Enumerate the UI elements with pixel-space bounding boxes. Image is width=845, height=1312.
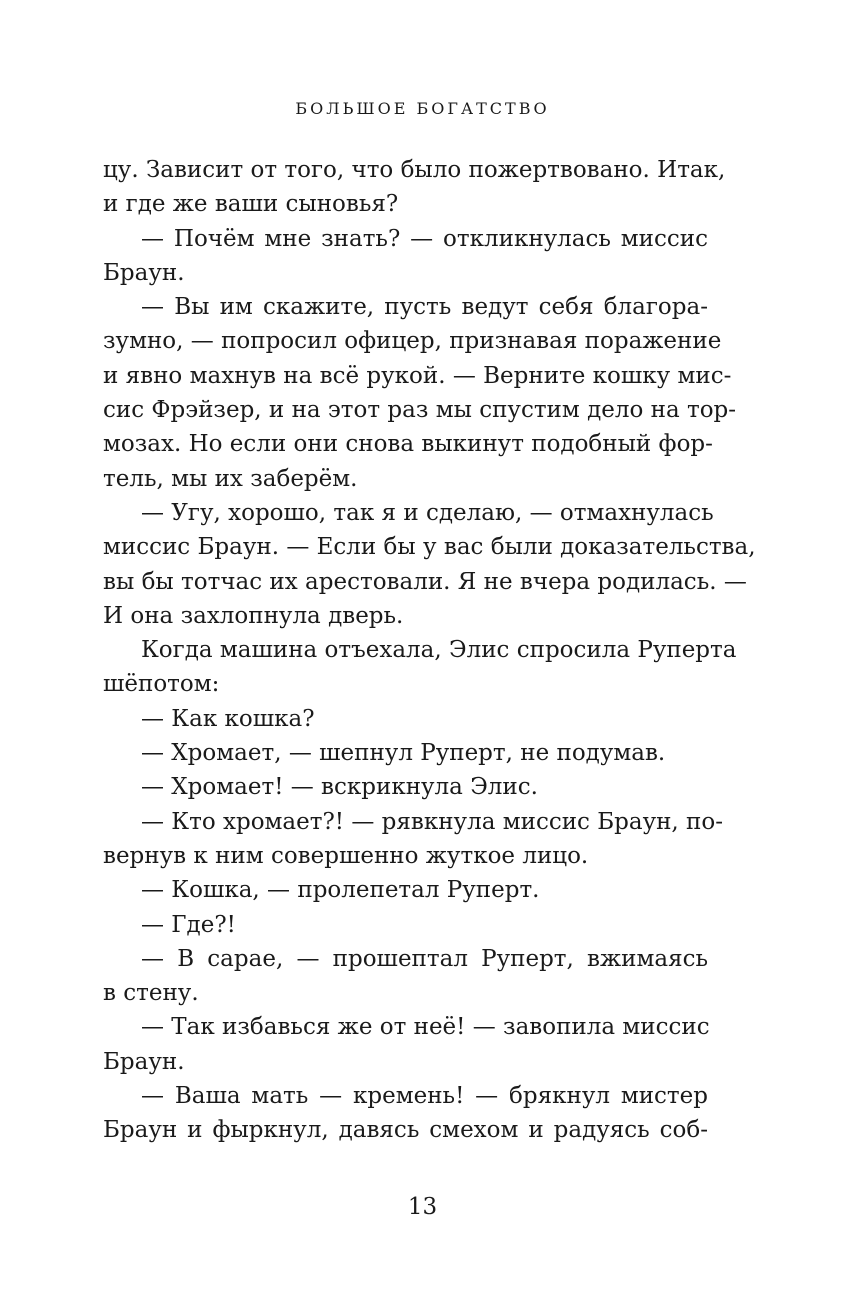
text-line: в стену. — [103, 980, 199, 1007]
text-line: — Хромает! — вскрикнула Элис. — [141, 774, 538, 801]
text-line: — Угу, хорошо, так я и сделаю, — отмахнулась — [141, 499, 714, 526]
text-line: — Так избавься же от неё! — завопила миссис — [141, 1014, 710, 1041]
text-line: тель, мы их заберём. — [103, 465, 358, 492]
text-line: вернув к ним совершенно жуткое лицо. — [103, 842, 589, 869]
text-line: — Ваша мать — кремень! — брякнул мистер — [141, 1083, 708, 1110]
text-line: Браун. — [103, 1048, 185, 1075]
text-line: миссис Браун. — Если бы у вас были доказательства, — [103, 534, 756, 561]
text-line: вы бы тотчас их арестовали. Я не вчера родилась. — — [103, 568, 747, 595]
running-header: БОЛЬШОЕ БОГАТСТВО — [295, 99, 550, 118]
text-line: — В сарае, — прошептал Руперт, вжимаясь — [141, 945, 708, 972]
text-line: — Кто хромает?! — рявкнула миссис Браун, по- — [141, 808, 723, 835]
text-line: и явно махнув на всё рукой. — Верните кошку мис- — [103, 362, 732, 389]
text-line: мозах. Но если они снова выкинут подобный фор- — [103, 431, 713, 458]
text-line: Когда машина отъехала, Элис спросила Руперта — [141, 637, 737, 664]
text-line: и где же ваши сыновья? — [103, 191, 399, 218]
text-line: сис Фрэйзер, и на этот раз мы спустим дело на тор- — [103, 397, 737, 424]
text-line: И она захлопнула дверь. — [103, 602, 404, 629]
text-line: — Почём мне знать? — откликнулась миссис — [141, 225, 708, 252]
text-line: зумно, — попросил офицер, признавая поражение — [103, 328, 722, 355]
page-number: 13 — [407, 1194, 438, 1220]
text-line: — Вы им скажите, пусть ведут себя благора- — [141, 294, 708, 321]
text-line: шёпотом: — [103, 671, 220, 698]
text-line: Браун и фыркнул, давясь смехом и радуясь соб- — [103, 1117, 708, 1144]
text-line: цу. Зависит от того, что было пожертвовано. Итак, — [103, 157, 726, 183]
text-line: Браун. — [103, 259, 185, 286]
body-text — [103, 153, 756, 1148]
text-line: — Хромает, — шепнул Руперт, не подумав. — [141, 740, 666, 767]
text-line: — Кошка, — пролепетал Руперт. — [141, 877, 540, 904]
text-line: — Как кошка? — [141, 705, 315, 732]
text-line: — Где?! — [141, 911, 236, 938]
